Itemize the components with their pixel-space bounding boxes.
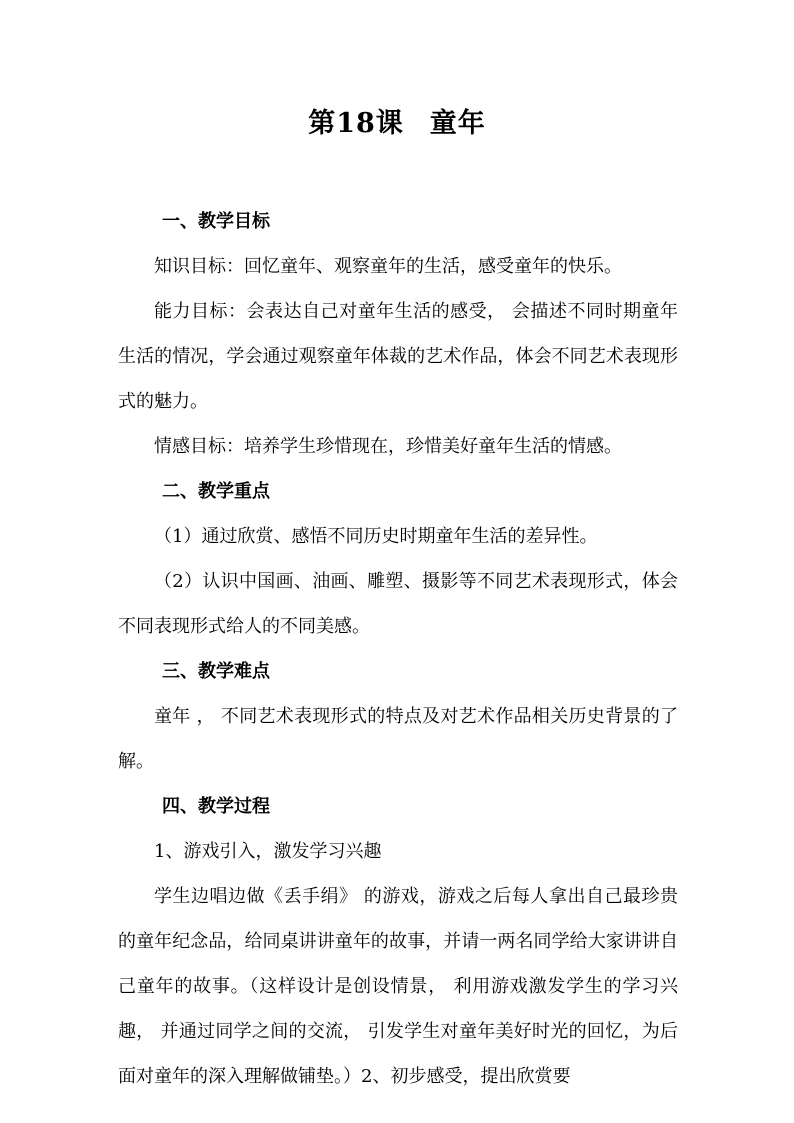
page-title xyxy=(0,104,794,144)
section-heading-key-points: 二、教学重点 xyxy=(162,481,270,502)
paragraph-difficulty: 童年 ， 不同艺术表现形式的特点及对艺术作品相关历史背景的了解。 xyxy=(118,706,678,772)
paragraph-key-point-2: （2）认识中国画、油画、雕塑、摄影等不同艺术表现形式，体会不同表现形式给人的不同美感。 xyxy=(118,571,678,637)
paragraph-ability-goal: 能力目标：会表达自己对童年生活的感受， 会描述不同时期童年生活的情况，学会通过观察童年体裁的艺术作品，体会不同艺术表现形式的魅力。 xyxy=(118,301,678,412)
section-heading-objectives: 一、教学目标 xyxy=(162,211,270,232)
lesson-name: 童年 xyxy=(429,108,486,139)
paragraph-key-point-1: （1）通过欣赏、感悟不同历史时期童年生活的差异性。 xyxy=(154,526,598,547)
paragraph-process-step-1: 1、游戏引入，激发学习兴趣 xyxy=(154,841,382,862)
section-heading-process: 四、教学过程 xyxy=(162,796,270,817)
paragraph-emotion-goal: 情感目标：培养学生珍惜现在，珍惜美好童年生活的情感。 xyxy=(154,436,622,457)
paragraph-knowledge-goal: 知识目标：回忆童年、观察童年的生活，感受童年的快乐。 xyxy=(154,256,622,277)
paragraph-process-detail: 学生边唱边做《丢手绢》 的游戏，游戏之后每人拿出自己最珍贵的童年纪念品，给同桌讲讲童年的故事，并请一两名同学给大家讲讲自己童年的故事。（这样设计是创设情景， 利用游戏激发学生的学习兴趣， 并通过同学之间的交流， 引发学生对童年美好时光的回忆，为后面对童年的深入理解做铺垫。）2、初步感受，提出欣赏要 xyxy=(118,886,678,1087)
document-body xyxy=(118,199,678,1099)
lesson-number: 第18课 xyxy=(308,108,404,139)
section-heading-difficulties: 三、教学难点 xyxy=(162,661,270,682)
